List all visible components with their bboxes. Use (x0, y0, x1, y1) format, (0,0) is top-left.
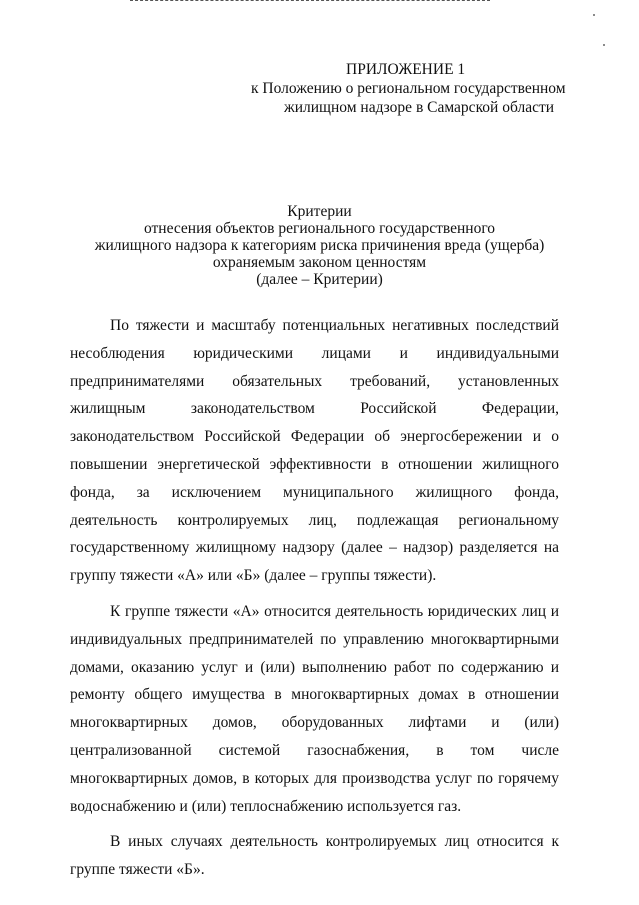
appendix-subtitle-line-1: к Положению о региональном государственном (251, 80, 566, 97)
appendix-subtitle-line-2: жилищном надзоре в Самарской области (284, 99, 555, 116)
scan-top-line (130, 0, 490, 1)
paragraph-3: В иных случаях деятельность контролируемых лиц относится к группе тяжести «Б». (70, 833, 559, 879)
scan-speck (603, 44, 605, 46)
criteria-title-line-5: (далее – Критерии) (256, 271, 383, 288)
document-body (70, 312, 559, 884)
paragraph-2: К группе тяжести «А» относится деятельность юридических лиц и индивидуальных предпринимателей по управлению многоквартирными домами, оказанию услуг и (или) выполнению работ по содержанию и ремонту общего имущества в многоквартирных домах в отношении многоквартирных домов, оборудованных лифтами и (или) централизованной системой газоснабжения, в том числе многоквартирных домов, в которых для производства услуг по горячему водоснабжению и (или) теплоснабжению используется газ. (70, 602, 559, 815)
criteria-title-block (0, 203, 639, 288)
criteria-title-line-2: отнесения объектов регионального государственного (143, 220, 496, 237)
criteria-title: Критерии (287, 203, 352, 220)
scan-speck (593, 14, 595, 16)
criteria-title-line-3: жилищного надзора к категориям риска причинения вреда (ущерба) (94, 237, 545, 254)
paragraph-1: По тяжести и масштабу потенциальных негативных последствий несоблюдения юридическими лицами и индивидуальными предпринимателями обязательных требований, установленных жилищным законодательством Российской Федерации, законодательством Российской Федерации об энергосбережении и о повышении энергетической эффективности в отношении жилищного фонда, за исключением муниципального жилищного фонда, деятельность контролируемых лиц, подлежащая региональному государственному жилищному надзору (далее – надзор) разделяется на группу тяжести «А» или «Б» (далее – группы тяжести). (70, 317, 559, 585)
criteria-title-line-4: охраняемым законом ценностям (212, 254, 427, 271)
appendix-title: ПРИЛОЖЕНИЕ 1 (346, 61, 466, 78)
